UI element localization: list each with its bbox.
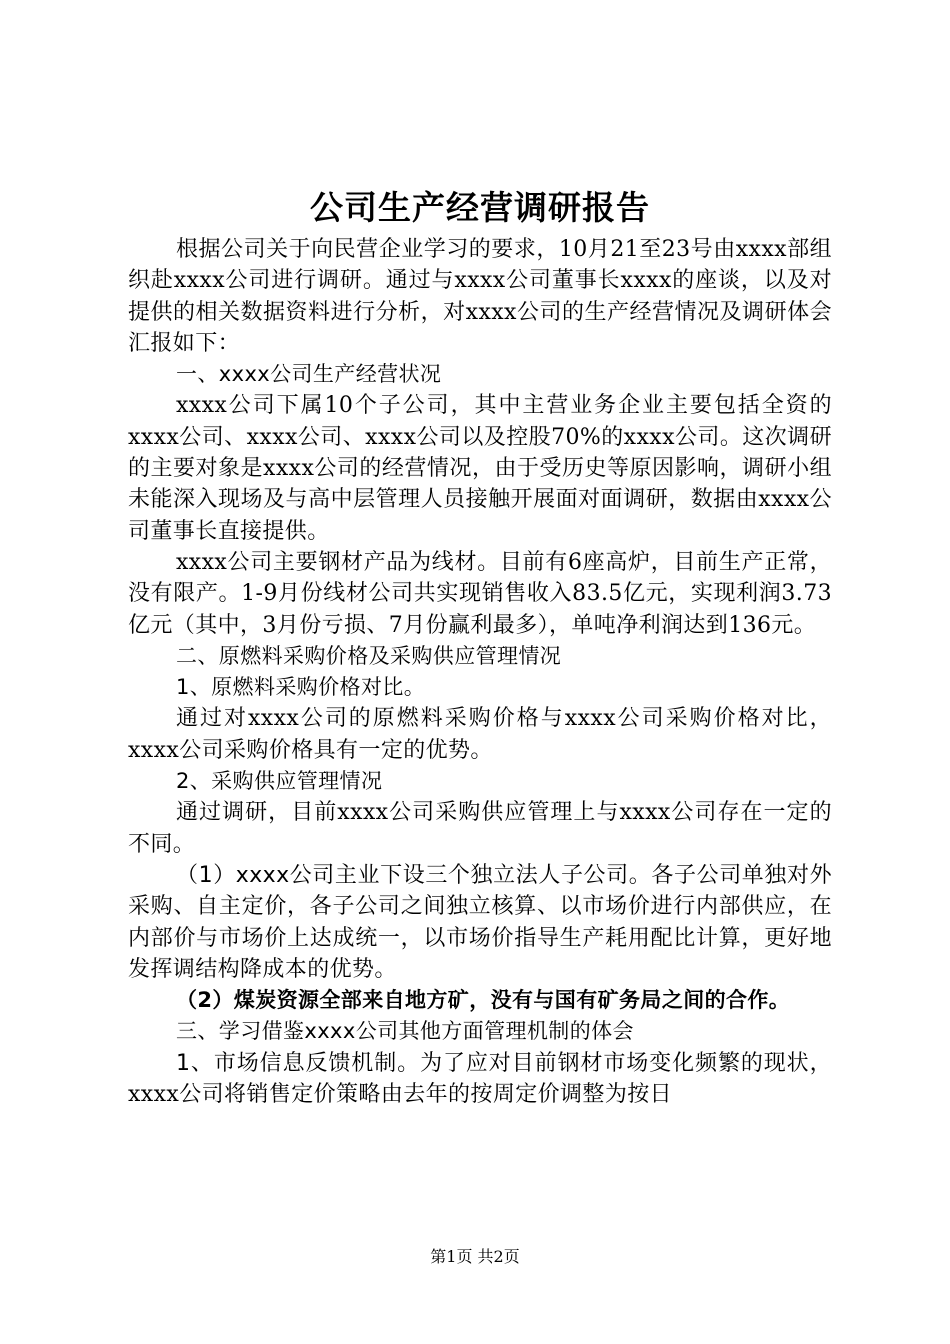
paragraph-lead: 1、市场信息反馈机制。 [176, 1050, 421, 1076]
page-title: 公司生产经营调研报告 [310, 188, 650, 227]
subheading-2-2: 2、采购供应管理情况 [176, 769, 383, 794]
subheading-2-1: 1、原燃料采购价格对比。 [176, 675, 426, 700]
intro-paragraph: 根据公司关于向民营企业学习的要求，10月21至23号由xxxx部组织赴xxxx公司进行调研。通过与xxxx公司董事长xxxx的座谈，以及对提供的相关数据资料进行分析，对xxxx公司的生产经营情况及调研体会汇报如下： [128, 237, 832, 356]
paragraph-body: 各子公司单独对外采购、自主定价，各子公司之间独立核算、以市场价进行内部供应，在内部价与市场价上达成统一，以市场价指导生产耗用配比计算，更好地发挥调结构降成本的优势。 [128, 862, 833, 982]
paragraph-lead: （1）xxxx公司主业下设三个独立法人子公司。 [176, 862, 652, 888]
paragraph-supply-management: 通过调研，目前xxxx公司采购供应管理上与xxxx公司存在一定的不同。 [128, 800, 832, 857]
document-body [128, 186, 832, 1110]
paragraph-coal-source: （2）煤炭资源全部来自地方矿，没有与国有矿务局之间的合作。 [176, 988, 791, 1013]
paragraph-subsidiaries: xxxx公司下属10个子公司，其中主营业务企业主要包括全资的xxxx公司、xxxx公司、xxxx公司以及控股70%的xxxx公司。这次调研的主要对象是xxxx公司的经营情况，由于受历史等原因影响，调研小组未能深入现场及与高中层管理人员接触开展面对面调研，数据由xxxx公司董事长直接提供。 [128, 393, 832, 544]
paragraph-body: 为了应对目前钢材市场变化频繁的现状，xxxx公司将销售定价策略由去年的按周定价调整为按日 [128, 1050, 833, 1108]
paragraph-market-feedback [128, 1048, 832, 1111]
section-heading-3: 三、学习借鉴xxxx公司其他方面管理机制的体会 [176, 1019, 634, 1044]
paragraph-price-comparison: 通过对xxxx公司的原燃料采购价格与xxxx公司采购价格对比，xxxx公司采购价格具有一定的优势。 [128, 706, 832, 763]
paragraph-subsidiary-structure [128, 860, 832, 985]
section-heading-2: 二、原燃料采购价格及采购供应管理情况 [176, 643, 562, 668]
page-number-footer: 第1页 共2页 [430, 1247, 520, 1266]
section-heading-1: 一、xxxx公司生产经营状况 [176, 362, 442, 387]
paragraph-production: xxxx公司主要钢材产品为线材。目前有6座高炉，目前生产正常，没有限产。1-9月份线材公司共实现销售收入83.5亿元，实现利润3.73亿元（其中，3月份亏损、7月份赢利最多），单吨净利润达到136元。 [128, 549, 832, 638]
